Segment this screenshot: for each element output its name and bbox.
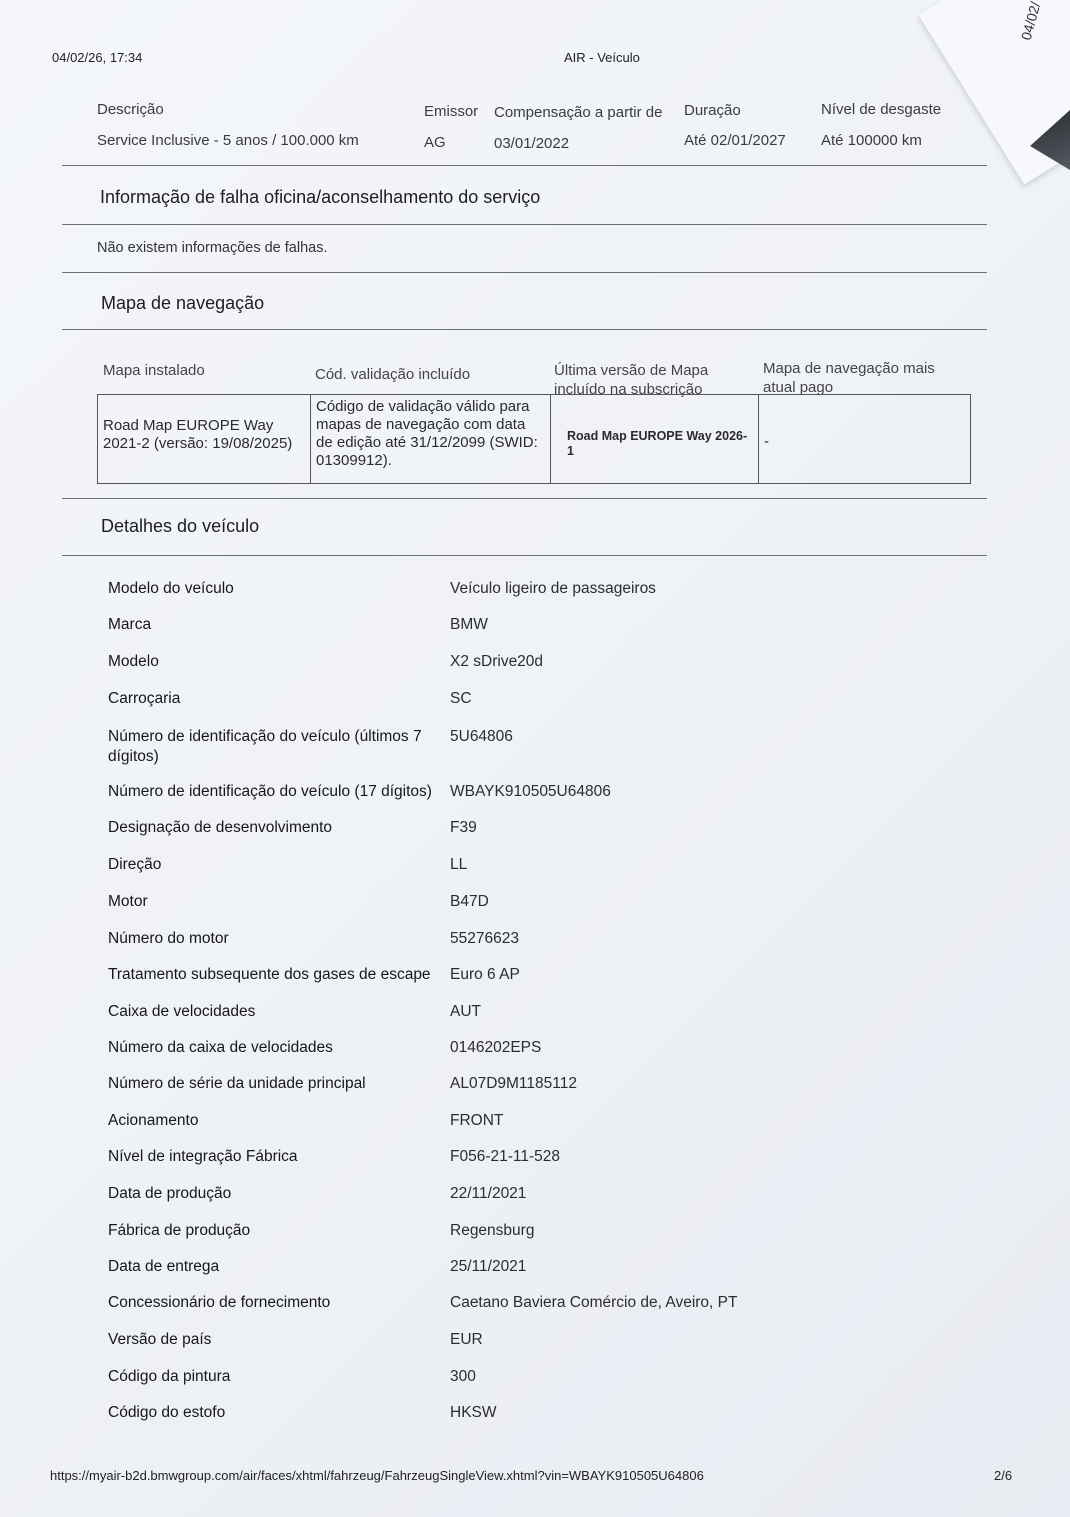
print-datetime: 04/02/26, 17:34 [52,50,143,65]
divider [62,498,987,499]
fault-message: Não existem informações de falhas. [97,240,328,256]
section-title-fault: Informação de falha oficina/aconselhamento do serviço [100,187,541,207]
service-value-emissor: AG [424,134,446,151]
vehicle-detail-label: Motor [108,893,148,910]
vehicle-detail-value: WBAYK910505U64806 [450,783,611,800]
vehicle-detail-value: 5U64806 [450,728,513,745]
vehicle-detail-value: 25/11/2021 [450,1258,527,1275]
service-value-compensacao: 03/01/2022 [494,135,570,152]
vehicle-detail-label: Acionamento [108,1112,199,1129]
page-number: 2/6 [994,1468,1013,1483]
divider [62,555,987,556]
map-header-installed: Mapa instalado [103,362,205,379]
map-header-latest: Última versão de Mapa incluído na subscrição [554,362,709,398]
map-header-paid: Mapa de navegação mais atual pago [763,360,935,396]
vehicle-detail-label: Caixa de velocidades [108,1003,256,1020]
vehicle-detail-label: Versão de país [108,1331,212,1348]
vehicle-detail-label: Concessionário de fornecimento [108,1294,331,1311]
divider [62,329,987,330]
vehicle-detail-value: AUT [450,1003,481,1020]
vehicle-detail-label: Número da caixa de velocidades [108,1039,333,1056]
vehicle-detail-label: Tratamento subsequente dos gases de escape [108,966,431,983]
service-header-emissor: Emissor [424,103,479,120]
service-value-nivel: Até 100000 km [821,132,922,149]
vehicle-detail-label: Carroçaria [108,690,181,707]
vehicle-detail-label: Número de série da unidade principal [108,1075,366,1092]
vehicle-detail-value: 55276623 [450,930,519,947]
vehicle-detail-value: AL07D9M1185112 [450,1075,577,1092]
section-title-nav-map: Mapa de navegação [101,293,265,313]
vehicle-detail-label: Número de identificação do veículo (17 dígitos) [108,783,432,800]
nav-map-table [97,394,971,484]
vehicle-detail-value: Veículo ligeiro de passageiros [450,580,656,597]
vehicle-detail-label: Direção [108,856,162,873]
divider [62,272,987,273]
vehicle-detail-value: LL [450,856,468,873]
vehicle-detail-value: Euro 6 AP [450,966,520,983]
vehicle-detail-label: Fábrica de produção [108,1222,251,1239]
map-cell-installed: Road Map EUROPE Way 2021-2 (versão: 19/08/2025) [98,395,311,483]
section-title-vehicle: Detalhes do veículo [101,516,260,536]
service-header-compensacao: Compensação a partir de [494,104,663,121]
map-header-validation: Cód. validação incluído [315,366,471,383]
service-header-duracao: Duração [684,102,741,119]
corner-page-text: 04/02/ [1017,0,1044,42]
vehicle-detail-value: 22/11/2021 [450,1185,527,1202]
vehicle-detail-label: Data de produção [108,1185,232,1202]
vehicle-detail-value: 0146202EPS [450,1039,542,1056]
map-cell-latest: Road Map EUROPE Way 2026-1 [551,395,759,483]
vehicle-detail-value: EUR [450,1331,483,1348]
divider [62,165,987,166]
vehicle-detail-value: B47D [450,893,489,910]
vehicle-detail-label: Modelo do veículo [108,580,234,597]
map-cell-paid: - [764,433,769,450]
vehicle-detail-value: HKSW [450,1404,497,1421]
service-header-descricao: Descrição [97,101,164,118]
vehicle-detail-value: 300 [450,1368,476,1385]
vehicle-detail-label: Número do motor [108,930,229,947]
vehicle-detail-label: Modelo [108,653,159,670]
page-title: AIR - Veículo [564,50,640,65]
vehicle-detail-label: Data de entrega [108,1258,220,1275]
vehicle-detail-value: F39 [450,819,477,836]
page-url: https://myair-b2d.bmwgroup.com/air/faces/xhtml/fahrzeug/FahrzeugSingleView.xhtml?vin=WBAYK910505U64806 [50,1468,704,1483]
vehicle-detail-label: Código da pintura [108,1368,231,1385]
vehicle-detail-label: Número de identificação do veículo (últimos 7 dígitos) [108,728,422,765]
vehicle-detail-value: BMW [450,616,488,633]
service-value-duracao: Até 02/01/2027 [684,132,786,149]
vehicle-detail-label: Nível de integração Fábrica [108,1148,298,1165]
vehicle-detail-value: Regensburg [450,1222,535,1239]
vehicle-detail-value: X2 sDrive20d [450,653,544,670]
vehicle-detail-label: Marca [108,616,152,633]
map-cell-validation: Código de validação válido para mapas de navegação com data de edição até 31/12/2099 (SWID: 01309912). [311,395,551,483]
vehicle-detail-value: Caetano Baviera Comércio de, Aveiro, PT [450,1294,738,1311]
vehicle-detail-value: FRONT [450,1112,504,1129]
vehicle-detail-value: F056-21-11-528 [450,1148,561,1165]
vehicle-detail-value: SC [450,690,472,707]
service-value-descricao: Service Inclusive - 5 anos / 100.000 km [97,132,359,149]
service-header-nivel: Nível de desgaste [821,101,942,118]
vehicle-detail-label: Designação de desenvolvimento [108,819,333,836]
divider [62,224,987,225]
vehicle-detail-label: Código do estofo [108,1404,226,1421]
